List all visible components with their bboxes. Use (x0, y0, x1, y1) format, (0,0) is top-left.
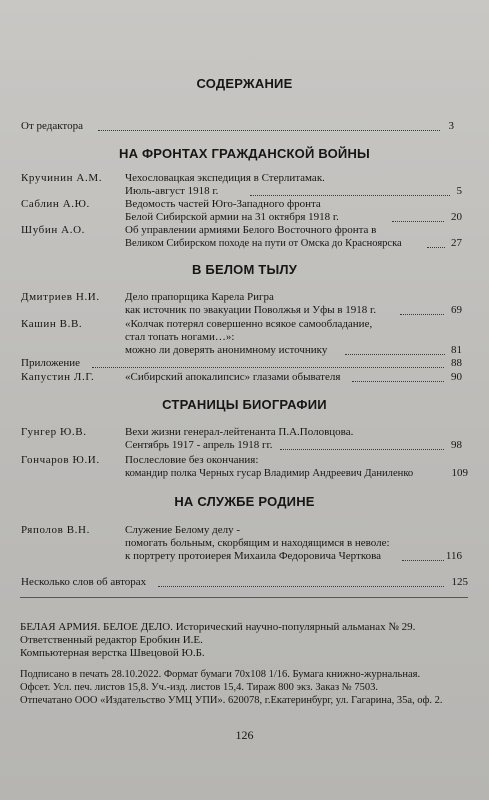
entry-title-line: Вехи жизни генерал-лейтенанта П.А.Половцова. (125, 426, 354, 438)
contents-title: СОДЕРЖАНИЕ (196, 76, 293, 91)
dot-leader (280, 449, 444, 450)
entry-author: Дмитриев Н.И. (21, 291, 100, 303)
entry-author: Кашин В.В. (21, 318, 83, 330)
dot-leader (250, 195, 450, 196)
entry-page: 90 (451, 371, 462, 383)
section-heading: СТРАНИЦЫ БИОГРАФИИ (162, 397, 327, 412)
entry-title-line: Послесловие без окончания: (125, 454, 259, 466)
appendix-label: Приложение (21, 357, 81, 369)
imprint-line: Ответственный редактор Еробкин И.Е. (20, 634, 203, 646)
entry-title-line: к портрету протоиерея Михаила Федоровича Черткова (125, 550, 382, 562)
page-number: 126 (235, 728, 254, 742)
entry-title-line: Великом Сибирском походе на пути от Омска до Красноярска (125, 238, 402, 249)
authors-label: Несколько слов об авторах (21, 576, 147, 588)
editor-label: От редактора (21, 120, 83, 132)
entry-page: 98 (451, 439, 462, 451)
entry-author: Кручинин А.М. (21, 172, 103, 184)
entry-title-line: Белой Сибирской армии на 31 октября 1918 г. (125, 211, 339, 223)
imprint-line: Компьютерная верстка Швецовой Ю.Б. (20, 647, 205, 659)
entry-author: Капустин Л.Г. (21, 371, 95, 383)
section-heading: НА СЛУЖБЕ РОДИНЕ (174, 494, 315, 509)
dot-leader (98, 130, 440, 131)
entry-title-line: Ведомость частей Юго-Западного фронта (125, 198, 321, 210)
entry-page: 109 (451, 467, 468, 479)
dot-leader (158, 586, 444, 587)
entry-page: 88 (451, 357, 462, 369)
entry-page: 20 (451, 211, 462, 223)
entry-author: Саблин А.Ю. (21, 198, 90, 210)
entry-title-line: стал топать ногами…»: (125, 331, 235, 343)
entry-title-line: Служение Белому делу - (125, 524, 240, 536)
dot-leader (392, 221, 444, 222)
entry-page: 5 (456, 185, 462, 197)
entry-author: Шубин А.О. (21, 224, 85, 236)
entry-title-line: командир полка Черных гусар Владимир Андреевич Даниленко (125, 468, 414, 479)
divider (20, 597, 468, 598)
entry-page: 81 (451, 344, 462, 356)
entry-page: 116 (445, 550, 462, 562)
entry-title-line: Сентябрь 1917 - апрель 1918 гг. (125, 439, 273, 451)
entry-title-line: Дело прапорщика Карела Ригра (125, 291, 274, 303)
entry-author: Ряполов В.Н. (21, 524, 90, 536)
imprint-line: Отпечатано ООО «Издательство УМЦ УПИ». 620078, г.Екатеринбург, ул. Гагарина, 35а, оф. 2. (20, 695, 443, 706)
dot-leader (92, 367, 444, 368)
entry-title-line: можно ли доверять анонимному источнику (125, 344, 328, 356)
entry-title-line: Июль-август 1918 г. (125, 185, 219, 197)
imprint-line: БЕЛАЯ АРМИЯ. БЕЛОЕ ДЕЛО. Исторический научно-популярный альманах № 29. (20, 621, 416, 633)
section-heading: В БЕЛОМ ТЫЛУ (192, 262, 297, 277)
entry-page: 27 (451, 237, 462, 249)
section-heading: НА ФРОНТАХ ГРАЖДАНСКОЙ ВОЙНЫ (119, 146, 370, 161)
dot-leader (345, 354, 445, 355)
entry-title-line: Об управлении армиями Белого Восточного фронта в (125, 224, 377, 236)
entry-author: Гончаров Ю.И. (21, 454, 100, 466)
entry-title-line: помогать больным, скорбящим и находящимся в неволе: (125, 537, 390, 549)
imprint-line: Подписано в печать 28.10.2022. Формат бумаги 70x108 1/16. Бумага книжно-журнальная. (20, 669, 421, 680)
entry-title-line: как источник по эвакуации Поволжья и Уфы в 1918 г. (125, 304, 377, 316)
editor-page: 3 (448, 120, 454, 132)
authors-page: 125 (451, 576, 468, 588)
dot-leader (352, 381, 444, 382)
entry-title-line: «Сибирский апокалипсис» глазами обывателя (125, 371, 341, 383)
entry-title-line: Чехословацкая экспедиция в Стерлитамак. (125, 172, 325, 184)
entry-page: 69 (451, 304, 462, 316)
entry-author: Гунгер Ю.В. (21, 426, 87, 438)
imprint-line: Офсет. Усл. печ. листов 15,8. Уч.-изд. листов 15,4. Тираж 800 экз. Заказ № 7503. (20, 682, 378, 693)
entry-title-line: «Колчак потерял совершенно всякое самообладание, (125, 318, 373, 330)
